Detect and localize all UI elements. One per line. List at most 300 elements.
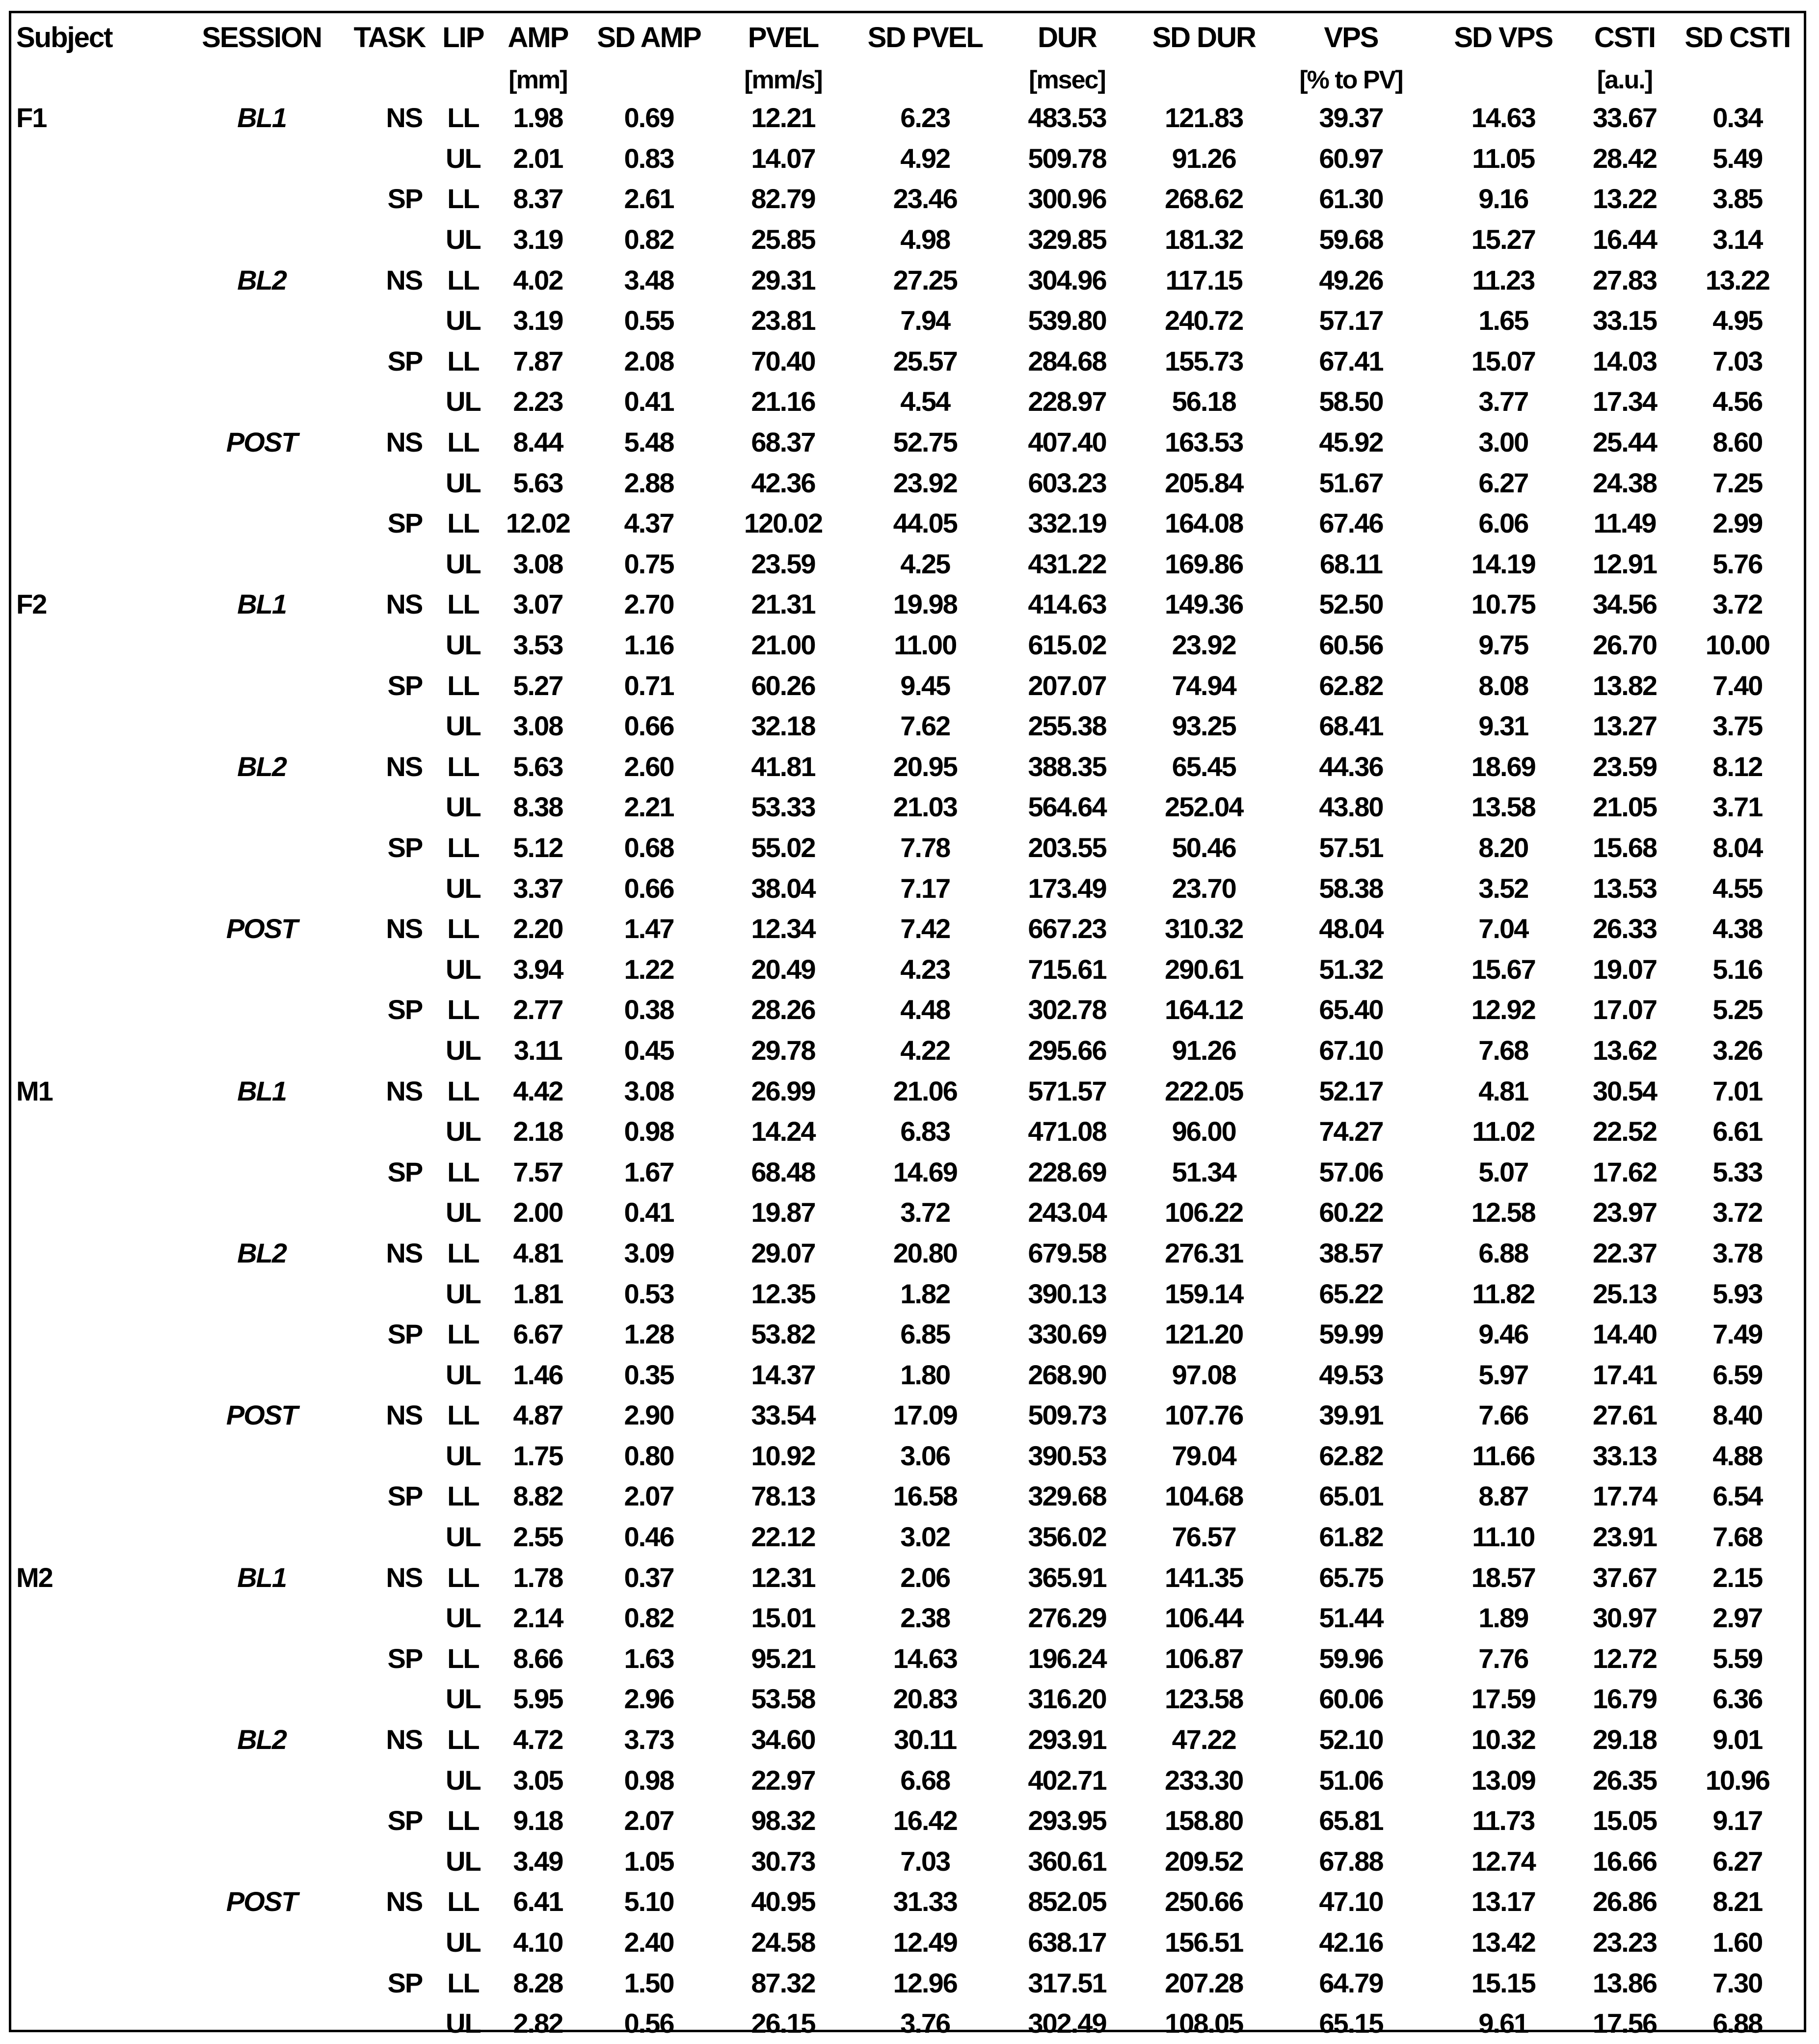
cell-session	[177, 625, 347, 666]
cell-pvel: 82.79	[751, 183, 815, 215]
cell-task	[347, 1111, 432, 1152]
cell-session: BL1	[237, 589, 287, 620]
cell-pvel: 25.85	[751, 224, 815, 255]
cell-subject	[11, 1517, 177, 1558]
cell-session	[177, 1517, 347, 1558]
cell-sd-csti: 2.15	[1712, 1561, 1763, 1593]
cell-session	[177, 138, 347, 179]
cell-task: SP	[387, 345, 423, 377]
cell-pvel: 22.12	[751, 1521, 815, 1553]
cell-csti: 25.44	[1592, 427, 1657, 458]
table-row	[11, 381, 1804, 422]
table-row	[11, 828, 1804, 868]
cell-vps: 58.38	[1319, 872, 1383, 904]
cell-amp: 5.63	[513, 467, 563, 498]
cell-sd-pvel: 11.00	[894, 629, 957, 661]
cell-amp: 2.01	[513, 142, 563, 174]
unit-sd-pvel	[850, 62, 1000, 98]
cell-sd-csti: 7.30	[1712, 1967, 1763, 1998]
cell-task: SP	[387, 670, 423, 701]
cell-sd-amp: 2.60	[624, 751, 674, 782]
cell-vps: 59.96	[1319, 1642, 1383, 1674]
cell-subject	[11, 949, 177, 990]
cell-sd-csti: 5.49	[1712, 142, 1763, 174]
cell-pvel: 26.15	[751, 2008, 815, 2039]
cell-subject	[11, 1111, 177, 1152]
cell-csti: 13.53	[1592, 872, 1657, 904]
cell-csti: 13.22	[1592, 183, 1657, 215]
cell-task: SP	[387, 1967, 423, 1998]
table-row	[11, 1354, 1804, 1395]
table-row	[11, 462, 1804, 503]
cell-session	[177, 1111, 347, 1152]
cell-dur: 356.02	[1028, 1521, 1106, 1553]
cell-pvel: 53.82	[751, 1318, 815, 1350]
cell-subject	[11, 1639, 177, 1679]
kinematics-table	[11, 13, 1804, 2044]
cell-lip: UL	[446, 224, 481, 255]
cell-csti: 17.34	[1592, 386, 1657, 417]
cell-task	[347, 787, 432, 828]
cell-sd-pvel: 9.45	[900, 670, 950, 701]
cell-sd-dur: 156.51	[1165, 1927, 1243, 1958]
cell-sd-dur: 117.15	[1165, 264, 1242, 296]
cell-task: NS	[386, 751, 423, 782]
cell-subject	[11, 909, 177, 949]
cell-subject	[11, 1152, 177, 1192]
cell-pvel: 34.60	[751, 1724, 815, 1755]
cell-lip: UL	[446, 305, 481, 336]
cell-task	[347, 1841, 432, 1882]
cell-sd-csti: 4.38	[1712, 913, 1763, 944]
cell-vps: 47.10	[1319, 1886, 1383, 1917]
cell-sd-csti: 7.25	[1712, 467, 1763, 498]
cell-sd-pvel: 7.03	[900, 1845, 950, 1877]
cell-dur: 276.29	[1028, 1602, 1106, 1634]
cell-lip: LL	[447, 913, 479, 944]
cell-lip: UL	[446, 953, 481, 985]
cell-csti: 26.33	[1592, 913, 1657, 944]
cell-sd-vps: 8.87	[1478, 1480, 1528, 1512]
cell-csti: 11.49	[1593, 508, 1656, 539]
cell-amp: 8.44	[513, 427, 563, 458]
cell-sd-amp: 1.05	[624, 1845, 674, 1877]
cell-sd-vps: 11.82	[1472, 1278, 1535, 1309]
cell-sd-vps: 13.42	[1471, 1927, 1535, 1958]
cell-pvel: 12.34	[751, 913, 815, 944]
cell-sd-pvel: 1.82	[900, 1278, 950, 1309]
cell-task: NS	[386, 1399, 423, 1431]
cell-dur: 228.97	[1028, 386, 1106, 417]
cell-csti: 23.91	[1592, 1521, 1657, 1553]
cell-pvel: 23.59	[751, 548, 815, 579]
table-row	[11, 706, 1804, 747]
cell-sd-amp: 2.90	[624, 1399, 674, 1431]
cell-dur: 615.02	[1028, 629, 1106, 661]
table-row	[11, 1476, 1804, 1517]
cell-sd-vps: 9.61	[1478, 2008, 1528, 2039]
cell-lip: UL	[446, 1683, 481, 1715]
table-row	[11, 1963, 1804, 2003]
cell-session	[177, 1679, 347, 1720]
cell-sd-dur: 104.68	[1165, 1480, 1243, 1512]
cell-subject	[11, 747, 177, 787]
cell-vps: 67.10	[1319, 1034, 1383, 1066]
cell-sd-csti: 3.72	[1712, 1197, 1763, 1228]
cell-lip: LL	[447, 1318, 479, 1350]
cell-amp: 1.81	[513, 1278, 563, 1309]
cell-dur: 203.55	[1028, 832, 1106, 863]
cell-vps: 52.10	[1319, 1724, 1383, 1755]
cell-session	[177, 381, 347, 422]
cell-pvel: 28.26	[751, 994, 815, 1025]
cell-pvel: 14.37	[751, 1359, 815, 1390]
cell-subject	[11, 503, 177, 544]
cell-vps: 48.04	[1319, 913, 1383, 944]
table-row	[11, 909, 1804, 949]
cell-session	[177, 1639, 347, 1679]
cell-task	[347, 625, 432, 666]
cell-sd-csti: 7.49	[1712, 1318, 1763, 1350]
cell-dur: 329.68	[1028, 1480, 1106, 1512]
cell-vps: 45.92	[1319, 427, 1383, 458]
cell-dur: 852.05	[1028, 1886, 1106, 1917]
cell-session	[177, 1963, 347, 2003]
cell-dur: 603.23	[1028, 467, 1106, 498]
cell-sd-csti: 10.96	[1705, 1764, 1769, 1796]
cell-task	[347, 1517, 432, 1558]
cell-sd-pvel: 1.80	[900, 1359, 950, 1390]
cell-vps: 65.81	[1319, 1805, 1383, 1836]
cell-vps: 57.17	[1319, 305, 1383, 336]
cell-sd-dur: 93.25	[1172, 710, 1236, 742]
table-row	[11, 2003, 1804, 2044]
unit-amp: [mm]	[508, 66, 567, 94]
cell-sd-csti: 5.76	[1712, 548, 1763, 579]
cell-sd-amp: 3.48	[624, 264, 674, 296]
cell-pvel: 14.24	[751, 1116, 815, 1147]
cell-task: SP	[387, 1318, 423, 1350]
header-sd-vps: SD VPS	[1454, 22, 1553, 54]
cell-csti: 26.70	[1592, 629, 1657, 661]
cell-lip: UL	[446, 142, 481, 174]
cell-task	[347, 1598, 432, 1639]
cell-sd-vps: 10.75	[1471, 589, 1535, 620]
cell-session: POST	[226, 427, 297, 458]
cell-dur: 360.61	[1028, 1845, 1106, 1877]
header-sd-csti: SD CSTI	[1685, 22, 1791, 54]
cell-dur: 715.61	[1028, 953, 1106, 985]
cell-subject	[11, 1233, 177, 1274]
cell-subject	[11, 828, 177, 868]
cell-csti: 23.97	[1592, 1197, 1657, 1228]
cell-amp: 3.49	[513, 1845, 563, 1877]
cell-sd-amp: 0.55	[624, 305, 674, 336]
table-row	[11, 1314, 1804, 1355]
cell-amp: 4.42	[513, 1075, 563, 1106]
cell-sd-vps: 6.88	[1478, 1237, 1528, 1268]
cell-lip: LL	[447, 589, 479, 620]
cell-dur: 207.07	[1028, 670, 1106, 701]
cell-sd-dur: 158.80	[1165, 1805, 1243, 1836]
header-sd-dur: SD DUR	[1152, 22, 1256, 54]
cell-sd-amp: 0.98	[624, 1116, 674, 1147]
cell-amp: 3.08	[513, 548, 563, 579]
cell-amp: 3.19	[513, 224, 563, 255]
unit-csti: [a.u.]	[1597, 66, 1653, 94]
cell-vps: 60.06	[1319, 1683, 1383, 1715]
cell-task	[347, 1030, 432, 1071]
cell-sd-pvel: 20.95	[893, 751, 957, 782]
cell-vps: 74.27	[1319, 1116, 1383, 1147]
cell-vps: 39.91	[1319, 1399, 1383, 1431]
cell-pvel: 120.02	[744, 508, 823, 539]
cell-task: NS	[386, 102, 423, 134]
cell-amp: 2.00	[513, 1197, 563, 1228]
cell-vps: 68.11	[1319, 548, 1382, 579]
cell-task: NS	[386, 264, 423, 296]
cell-session	[177, 1760, 347, 1801]
cell-pvel: 29.07	[751, 1237, 815, 1268]
cell-task	[347, 1922, 432, 1963]
cell-subject	[11, 1395, 177, 1436]
cell-sd-csti: 6.27	[1712, 1845, 1763, 1877]
cell-sd-amp: 0.83	[624, 142, 674, 174]
cell-amp: 2.20	[513, 913, 563, 944]
cell-sd-vps: 1.89	[1478, 1602, 1528, 1634]
cell-vps: 43.80	[1319, 791, 1383, 823]
cell-sd-csti: 10.00	[1705, 629, 1769, 661]
cell-csti: 23.23	[1592, 1927, 1657, 1958]
cell-session	[177, 949, 347, 990]
table-row	[11, 98, 1804, 138]
unit-dur: [msec]	[1029, 66, 1105, 94]
table-row	[11, 1436, 1804, 1477]
cell-sd-pvel: 7.42	[900, 913, 950, 944]
cell-subject	[11, 1922, 177, 1963]
cell-session	[177, 1801, 347, 1841]
cell-sd-dur: 91.26	[1172, 142, 1236, 174]
cell-dur: 284.68	[1028, 345, 1106, 377]
cell-subject	[11, 1841, 177, 1882]
cell-vps: 42.16	[1319, 1927, 1383, 1958]
cell-sd-dur: 50.46	[1172, 832, 1236, 863]
cell-amp: 3.53	[513, 629, 563, 661]
cell-sd-vps: 5.07	[1478, 1156, 1528, 1187]
cell-dur: 402.71	[1028, 1764, 1106, 1796]
cell-csti: 16.44	[1592, 224, 1657, 255]
cell-lip: UL	[446, 629, 481, 661]
cell-sd-amp: 3.09	[624, 1237, 674, 1268]
cell-sd-amp: 5.10	[624, 1886, 674, 1917]
table-row	[11, 219, 1804, 260]
cell-sd-amp: 2.70	[624, 589, 674, 620]
cell-sd-dur: 205.84	[1165, 467, 1243, 498]
cell-dur: 509.78	[1028, 142, 1106, 174]
cell-sd-csti: 9.01	[1712, 1724, 1763, 1755]
cell-vps: 39.37	[1319, 102, 1383, 134]
cell-sd-dur: 121.83	[1165, 102, 1243, 134]
cell-csti: 15.68	[1592, 832, 1657, 863]
cell-sd-vps: 3.77	[1478, 386, 1528, 417]
cell-sd-vps: 12.74	[1471, 1845, 1535, 1877]
cell-sd-pvel: 17.09	[893, 1399, 957, 1431]
cell-task	[347, 949, 432, 990]
cell-sd-pvel: 21.03	[893, 791, 957, 823]
cell-sd-dur: 164.12	[1165, 994, 1243, 1025]
cell-sd-csti: 3.78	[1712, 1237, 1763, 1268]
cell-amp: 2.14	[513, 1602, 563, 1634]
table-row	[11, 1111, 1804, 1152]
cell-sd-vps: 9.16	[1478, 183, 1528, 215]
cell-vps: 60.97	[1319, 142, 1383, 174]
cell-sd-amp: 0.37	[624, 1561, 674, 1593]
cell-task: SP	[387, 1642, 423, 1674]
cell-dur: 571.57	[1028, 1075, 1106, 1106]
cell-vps: 51.44	[1319, 1602, 1383, 1634]
cell-sd-pvel: 6.68	[900, 1764, 950, 1796]
cell-sd-vps: 3.52	[1478, 872, 1528, 904]
cell-vps: 49.26	[1319, 264, 1383, 296]
cell-sd-vps: 15.67	[1471, 953, 1535, 985]
header-subject: Subject	[16, 22, 112, 54]
cell-sd-csti: 8.21	[1712, 1886, 1763, 1917]
cell-pvel: 87.32	[751, 1967, 815, 1998]
cell-task	[347, 1273, 432, 1314]
cell-dur: 365.91	[1028, 1561, 1106, 1593]
cell-session	[177, 1152, 347, 1192]
table-body	[11, 98, 1804, 2044]
cell-sd-vps: 13.17	[1471, 1886, 1535, 1917]
cell-dur: 293.91	[1028, 1724, 1106, 1755]
cell-dur: 638.17	[1028, 1927, 1106, 1958]
cell-lip: LL	[447, 1237, 479, 1268]
cell-sd-vps: 11.73	[1472, 1805, 1535, 1836]
cell-dur: 679.58	[1028, 1237, 1106, 1268]
cell-lip: UL	[446, 386, 481, 417]
cell-pvel: 60.26	[751, 670, 815, 701]
cell-sd-amp: 0.41	[624, 1197, 674, 1228]
cell-vps: 49.53	[1319, 1359, 1383, 1390]
cell-vps: 65.40	[1319, 994, 1383, 1025]
cell-sd-vps: 14.63	[1471, 102, 1535, 134]
header-sd-amp: SD AMP	[597, 22, 701, 54]
cell-sd-dur: 141.35	[1165, 1561, 1243, 1593]
cell-amp: 6.41	[513, 1886, 563, 1917]
cell-sd-amp: 0.56	[624, 2008, 674, 2039]
cell-csti: 26.35	[1592, 1764, 1657, 1796]
cell-sd-vps: 8.08	[1478, 670, 1528, 701]
cell-vps: 38.57	[1319, 1237, 1383, 1268]
cell-task	[347, 1192, 432, 1233]
cell-lip: UL	[446, 1034, 481, 1066]
cell-lip: LL	[447, 1805, 479, 1836]
cell-dur: 304.96	[1028, 264, 1106, 296]
cell-sd-amp: 0.41	[624, 386, 674, 417]
cell-subject	[11, 868, 177, 909]
cell-subject	[11, 1354, 177, 1395]
cell-vps: 62.82	[1319, 670, 1383, 701]
cell-pvel: 12.35	[751, 1278, 815, 1309]
cell-vps: 59.99	[1319, 1318, 1383, 1350]
cell-pvel: 21.31	[751, 589, 815, 620]
cell-sd-amp: 2.07	[624, 1480, 674, 1512]
cell-csti: 17.74	[1592, 1480, 1657, 1512]
cell-vps: 61.82	[1319, 1521, 1383, 1553]
cell-lip: UL	[446, 1521, 481, 1553]
cell-csti: 19.07	[1592, 953, 1657, 985]
cell-sd-amp: 2.88	[624, 467, 674, 498]
cell-amp: 8.37	[513, 183, 563, 215]
cell-csti: 13.82	[1592, 670, 1657, 701]
cell-session	[177, 828, 347, 868]
cell-sd-amp: 0.82	[624, 1602, 674, 1634]
cell-csti: 23.59	[1592, 751, 1657, 782]
cell-csti: 33.15	[1592, 305, 1657, 336]
cell-subject	[11, 219, 177, 260]
cell-sd-amp: 1.47	[624, 913, 674, 944]
cell-sd-csti: 7.03	[1712, 345, 1763, 377]
cell-sd-vps: 3.00	[1478, 427, 1528, 458]
cell-sd-amp: 0.98	[624, 1764, 674, 1796]
cell-sd-dur: 123.58	[1165, 1683, 1243, 1715]
cell-pvel: 68.48	[751, 1156, 815, 1187]
cell-dur: 539.80	[1028, 305, 1106, 336]
cell-sd-pvel: 3.06	[900, 1440, 950, 1471]
cell-amp: 4.02	[513, 264, 563, 296]
cell-lip: UL	[446, 872, 481, 904]
table-row	[11, 787, 1804, 828]
cell-sd-csti: 2.97	[1712, 1602, 1763, 1634]
cell-subject	[11, 625, 177, 666]
cell-sd-vps: 7.68	[1478, 1034, 1528, 1066]
cell-task: NS	[386, 1237, 423, 1268]
cell-csti: 24.38	[1592, 467, 1657, 498]
cell-dur: 329.85	[1028, 224, 1106, 255]
cell-sd-csti: 6.88	[1712, 2008, 1763, 2039]
cell-sd-dur: 290.61	[1165, 953, 1243, 985]
cell-amp: 8.66	[513, 1642, 563, 1674]
cell-sd-amp: 0.35	[624, 1359, 674, 1390]
cell-subject	[11, 1801, 177, 1841]
cell-csti: 37.67	[1592, 1561, 1657, 1593]
unit-task	[347, 62, 432, 98]
cell-dur: 509.73	[1028, 1399, 1106, 1431]
cell-sd-vps: 1.65	[1478, 305, 1528, 336]
cell-sd-csti: 5.16	[1712, 953, 1763, 985]
unit-pvel: [mm/s]	[744, 66, 822, 94]
cell-sd-dur: 240.72	[1165, 305, 1243, 336]
cell-amp: 1.46	[513, 1359, 563, 1390]
cell-lip: LL	[447, 1156, 479, 1187]
cell-amp: 8.82	[513, 1480, 563, 1512]
table-row	[11, 1557, 1804, 1598]
cell-pvel: 53.58	[751, 1683, 815, 1715]
cell-sd-dur: 23.70	[1172, 872, 1236, 904]
cell-session	[177, 219, 347, 260]
cell-sd-csti: 6.54	[1712, 1480, 1763, 1512]
cell-amp: 3.08	[513, 710, 563, 742]
cell-sd-amp: 0.68	[624, 832, 674, 863]
cell-session	[177, 1436, 347, 1477]
cell-dur: 390.13	[1028, 1278, 1106, 1309]
cell-sd-vps: 9.31	[1478, 710, 1528, 742]
cell-dur: 431.22	[1028, 548, 1106, 579]
cell-vps: 51.06	[1319, 1764, 1383, 1796]
cell-sd-amp: 4.37	[624, 508, 674, 539]
cell-lip: LL	[447, 1480, 479, 1512]
cell-lip: UL	[446, 1764, 481, 1796]
